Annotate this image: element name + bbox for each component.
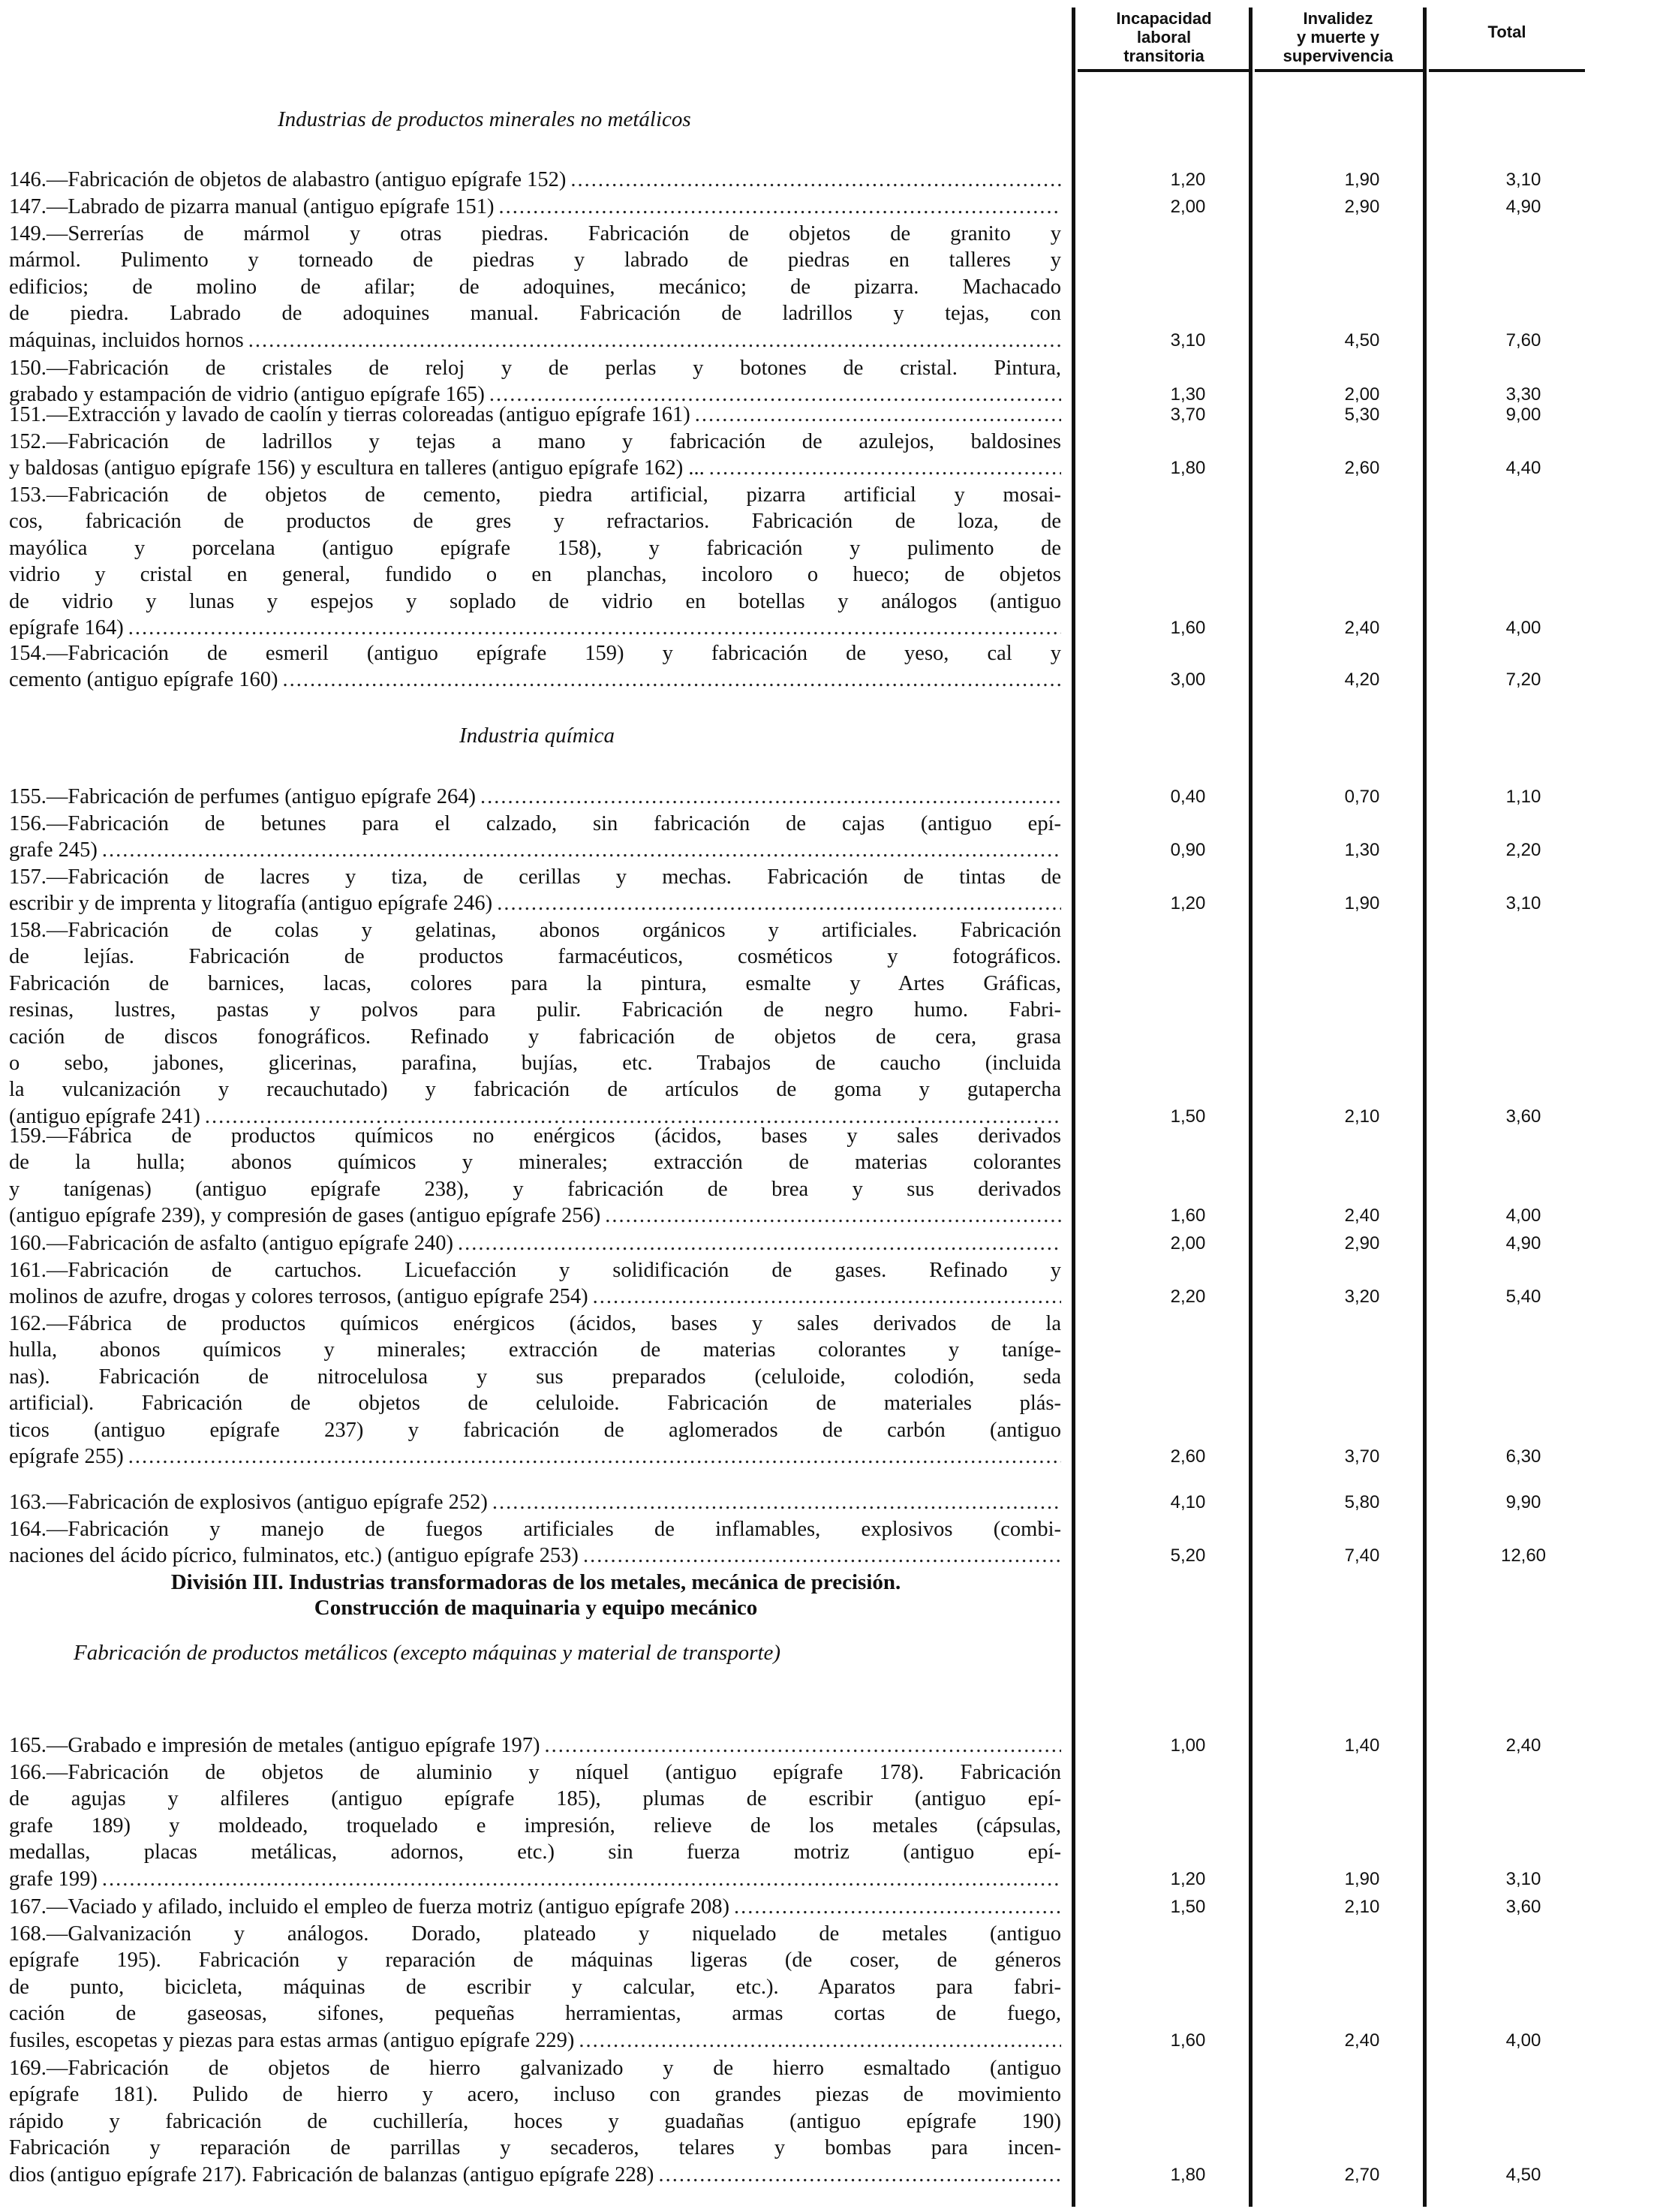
row-text: escribir y de imprenta y litografía (antiguo epígrafe 246): [9, 892, 493, 916]
row-last-line: [9, 455, 1061, 481]
row-last-line: [9, 167, 1061, 193]
row-code: 149.: [9, 222, 47, 245]
leader-dots: [579, 2027, 1061, 2054]
row-last-line: [9, 615, 1061, 641]
value-itl: 1,60: [1170, 1205, 1206, 1226]
row-last-line: [9, 2027, 1061, 2054]
row-text-line: cación de gaseosas, sifones, pequeñas herramientas, armas cortas de fuego,: [9, 2002, 1061, 2026]
value-total: 4,00: [1505, 618, 1541, 638]
row-text-line: de agujas y alfileres (antiguo epígrafe 185), plumas de escribir (antiguo epí-: [9, 1787, 1061, 1811]
value-ims: 1,90: [1344, 170, 1380, 190]
row-text-line: de vidrio y lunas y espejos y soplado de vidrio en botellas y análogos (antiguo: [9, 589, 1061, 613]
value-ims: 5,30: [1344, 405, 1380, 425]
table-row: [9, 1921, 1061, 2054]
value-ims: 2,00: [1344, 384, 1380, 405]
value-ims: 5,80: [1344, 1492, 1380, 1512]
value-ims: 3,20: [1344, 1287, 1380, 1308]
row-code: 161.: [9, 1259, 47, 1282]
value-itl: 2,00: [1170, 197, 1206, 217]
table-row: [9, 784, 1061, 810]
value-ims: 4,20: [1344, 670, 1380, 691]
value-ims: 1,90: [1344, 1868, 1380, 1889]
row-text-line: de punto, bicicleta, máquinas de escribir y calcular, etc.). Aparatos para fabri-: [9, 1975, 1061, 1999]
value-ims: 2,60: [1344, 458, 1380, 479]
table-row: [9, 194, 1061, 220]
value-itl: 1,50: [1170, 1897, 1206, 1917]
row-code: 168.: [9, 1922, 47, 1946]
leader-dots: [658, 2162, 1061, 2188]
table-row: [9, 402, 1061, 428]
row-text: —Vaciado y afilado, incluido el empleo de fuerza motriz (antiguo epígrafe 208): [46, 1895, 729, 1919]
row-text: naciones del ácido pícrico, fulminatos, etc.) (antiguo epígrafe 253): [9, 1544, 579, 1568]
leader-dots: [102, 1866, 1061, 1892]
row-last-line: [9, 327, 1061, 354]
row-last-line: [9, 667, 1061, 693]
row-text-line: cación de discos fonográficos. Refinado y fabricación de objetos de cera, grasa: [9, 1025, 1061, 1049]
table-row: [9, 429, 1061, 482]
value-itl: 2,00: [1170, 1233, 1206, 1253]
row-text-line: [9, 221, 1061, 247]
table-row: [9, 1257, 1061, 1311]
row-text-line: ticos (antiguo epígrafe 237) y fabricación de aglomerados de carbón (antiguo: [9, 1418, 1061, 1442]
leader-dots: [102, 837, 1061, 863]
value-total: 4,40: [1505, 458, 1541, 479]
table-row: [9, 640, 1061, 694]
row-text: —Fabricación de objetos de aluminio y níquel (antiguo epígrafe 178). Fabricación: [46, 1761, 1061, 1784]
leader-dots: [282, 667, 1061, 693]
row-text-line: edificios; de molino de afilar; de adoquines, mecánico; de pizarra. Machacado: [9, 275, 1061, 299]
header-rule: [1429, 69, 1585, 72]
row-last-line: [9, 1489, 1061, 1515]
row-code: 153.: [9, 483, 47, 507]
table-row: [9, 167, 1061, 193]
row-text: —Fabricación de esmeril (antiguo epígrafe 159) y fabricación de yeso, cal y: [46, 642, 1061, 665]
row-text: grabado y estampación de vidrio (antiguo epígrafe 165): [9, 383, 485, 407]
row-text: —Extracción y lavado de caolín y tierras coloreadas (antiguo epígrafe 161): [46, 403, 690, 426]
table-row: [9, 811, 1061, 864]
row-code: 159.: [9, 1124, 47, 1148]
row-text-line: de piedra. Labrado de adoquines manual. Fabricación de ladrillos y tejas, con: [9, 302, 1061, 326]
section-title: Fabricación de productos metálicos (excepto máquinas y material de transporte): [74, 1641, 781, 1665]
row-text-line: rápido y fabricación de cuchillería, hoces y guadañas (antiguo epígrafe 190): [9, 2109, 1061, 2133]
row-text-line: [9, 429, 1061, 455]
row-code: 146.: [9, 168, 47, 191]
row-text-line: [9, 1759, 1061, 1786]
value-total: 3,60: [1505, 1106, 1541, 1127]
leader-dots: [248, 327, 1061, 354]
row-text-line: [9, 1311, 1061, 1337]
row-code: 157.: [9, 865, 47, 889]
row-code: 167.: [9, 1895, 47, 1919]
leader-dots: [605, 1202, 1061, 1229]
row-last-line: [9, 1866, 1061, 1892]
row-code: 169.: [9, 2057, 47, 2080]
column-header-ims: Invalidez y muerte y supervivencia: [1283, 9, 1394, 65]
row-code: 156.: [9, 812, 47, 835]
value-itl: 5,20: [1170, 1545, 1206, 1566]
table-row: [9, 1516, 1061, 1569]
value-itl: 1,20: [1170, 170, 1206, 190]
row-last-line: [9, 402, 1061, 428]
row-text-line: artificial). Fabricación de objetos de celuloide. Fabricación de materiales plás-: [9, 1392, 1061, 1416]
section-title: Industrias de productos minerales no metálicos: [278, 107, 691, 131]
row-text-line: [9, 1921, 1061, 1947]
row-text-line: y tanígenas) (antiguo epígrafe 238), y fabricación de brea y sus derivados: [9, 1177, 1061, 1201]
value-itl: 0,90: [1170, 840, 1206, 861]
table-row: [9, 1311, 1061, 1470]
row-last-line: [9, 1202, 1061, 1229]
value-itl: 1,80: [1170, 458, 1206, 479]
table-row: [9, 1489, 1061, 1515]
division-title: División III. Industrias transformadoras de los metales, mecánica de precisión. Construcción de maquinaria y equipo mecánico: [170, 1570, 901, 1620]
row-code: 152.: [9, 430, 47, 453]
row-text-line: [9, 864, 1061, 890]
table-row: [9, 1230, 1061, 1256]
header-rule: [1078, 69, 1249, 72]
row-text-line: [9, 811, 1061, 837]
value-itl: 1,80: [1170, 2164, 1206, 2185]
row-text: —Fabricación de asfalto (antiguo epígrafe 240): [46, 1232, 453, 1255]
table-row: [9, 864, 1061, 917]
row-code: 155.: [9, 785, 47, 808]
value-itl: 1,20: [1170, 893, 1206, 914]
row-last-line: [9, 1230, 1061, 1256]
row-text-line: [9, 355, 1061, 381]
value-total: 2,20: [1505, 840, 1541, 861]
table-row: [9, 1123, 1061, 1229]
row-last-line: [9, 837, 1061, 863]
row-last-line: [9, 1894, 1061, 1920]
row-text: grafe 199): [9, 1867, 98, 1891]
value-ims: 2,10: [1344, 1106, 1380, 1127]
value-total: 4,00: [1505, 1205, 1541, 1226]
row-text: (antiguo epígrafe 239), y compresión de gases (antiguo epígrafe 256): [9, 1204, 601, 1228]
value-total: 3,10: [1505, 1868, 1541, 1889]
value-total: 4,90: [1505, 1233, 1541, 1253]
row-text: —Fábrica de productos químicos no enérgicos (ácidos, bases y sales derivados: [46, 1124, 1061, 1148]
row-text-line: grafe 189) y moldeado, troquelado e impresión, relieve de los metales (cápsulas,: [9, 1813, 1061, 1837]
value-total: 9,90: [1505, 1492, 1541, 1512]
row-text-line: hulla, abonos químicos y minerales; extracción de materias colorantes y taníge-: [9, 1338, 1061, 1362]
row-text-line: de la hulla; abonos químicos y minerales; extracción de materias colorantes: [9, 1151, 1061, 1175]
leader-dots: [583, 1542, 1061, 1569]
row-last-line: [9, 1732, 1061, 1759]
row-text-line: vidrio y cristal en general, fundido o en planchas, incoloro o hueco; de objetos: [9, 563, 1061, 587]
row-text-line: medallas, placas metálicas, adornos, etc.) sin fuerza motriz (antiguo epí-: [9, 1840, 1061, 1864]
column-rule: [1249, 8, 1253, 2207]
value-itl: 1,60: [1170, 2030, 1206, 2051]
value-total: 9,00: [1505, 405, 1541, 425]
row-code: 162.: [9, 1312, 47, 1335]
value-itl: 4,10: [1170, 1492, 1206, 1512]
value-ims: 2,40: [1344, 1205, 1380, 1226]
row-text-line: [9, 2055, 1061, 2081]
row-text: cemento (antiguo epígrafe 160): [9, 668, 278, 692]
row-last-line: [9, 1284, 1061, 1310]
value-total: 12,60: [1500, 1545, 1547, 1566]
row-text: grafe 245): [9, 838, 98, 862]
row-text: —Galvanización y análogos. Dorado, plateado y niquelado de metales (antiguo: [46, 1922, 1061, 1946]
value-itl: 2,20: [1170, 1287, 1206, 1308]
row-text: —Fabricación de objetos de alabastro (antiguo epígrafe 152): [46, 168, 567, 191]
leader-dots: [128, 1443, 1061, 1470]
table-row: [9, 355, 1061, 408]
row-text: —Fabricación de cartuchos. Licuefacción y solidificación de gases. Refinado y: [46, 1259, 1061, 1282]
leader-dots: [734, 1894, 1061, 1920]
column-header-itl: Incapacidad laboral transitoria: [1116, 9, 1212, 65]
row-text: epígrafe 164): [9, 616, 124, 640]
value-total: 3,10: [1505, 893, 1541, 914]
value-total: 4,00: [1505, 2030, 1541, 2051]
row-text-line: [9, 917, 1061, 943]
value-itl: 1,20: [1170, 1868, 1206, 1889]
row-text: —Fabricación de perfumes (antiguo epígrafe 264): [46, 785, 477, 808]
row-text: y baldosas (antiguo epígrafe 156) y escultura en talleres (antiguo epígrafe 162) ...: [9, 456, 705, 480]
value-ims: 1,90: [1344, 893, 1380, 914]
leader-dots: [458, 1230, 1061, 1256]
value-itl: 1,60: [1170, 618, 1206, 638]
leader-dots: [497, 890, 1061, 916]
value-ims: 2,90: [1344, 197, 1380, 217]
leader-dots: [709, 455, 1061, 481]
value-ims: 2,70: [1344, 2164, 1380, 2185]
row-text: —Fabricación de objetos de hierro galvanizado y de hierro esmaltado (antiguo: [46, 2057, 1061, 2080]
table-row: [9, 917, 1061, 1130]
value-itl: 3,70: [1170, 405, 1206, 425]
row-text: —Serrerías de mármol y otras piedras. Fabricación de objetos de granito y: [46, 222, 1061, 245]
row-text-line: [9, 1516, 1061, 1542]
row-code: 150.: [9, 357, 47, 380]
row-text: —Fabricación de explosivos (antiguo epígrafe 252): [46, 1491, 488, 1514]
value-ims: 4,50: [1344, 330, 1380, 351]
value-itl: 2,60: [1170, 1446, 1206, 1467]
row-text-line: [9, 640, 1061, 667]
row-text: —Fabricación de cristales de reloj y de perlas y botones de cristal. Pintura,: [46, 357, 1061, 380]
value-itl: 0,40: [1170, 787, 1206, 807]
row-code: 160.: [9, 1232, 47, 1255]
row-text-line: Fabricación y reparación de parrillas y secaderos, telares y bombas para incen-: [9, 2136, 1061, 2160]
value-ims: 7,40: [1344, 1545, 1380, 1566]
value-itl: 1,50: [1170, 1106, 1206, 1127]
row-text-line: la vulcanización y recauchutado) y fabricación de artículos de goma y gutapercha: [9, 1078, 1061, 1102]
column-rule: [1072, 8, 1075, 2207]
row-text-line: [9, 1257, 1061, 1284]
leader-dots: [499, 194, 1061, 220]
row-code: 151.: [9, 403, 47, 426]
value-total: 4,90: [1505, 197, 1541, 217]
leader-dots: [480, 784, 1061, 810]
row-text: molinos de azufre, drogas y colores terrosos, (antiguo epígrafe 254): [9, 1285, 588, 1309]
table-row: [9, 1732, 1061, 1759]
value-total: 7,60: [1505, 330, 1541, 351]
value-total: 3,30: [1505, 384, 1541, 405]
row-code: 164.: [9, 1518, 47, 1541]
value-ims: 2,40: [1344, 618, 1380, 638]
leader-dots: [128, 615, 1061, 641]
value-total: 4,50: [1505, 2164, 1541, 2185]
row-text: —Fabricación de objetos de cemento, piedra artificial, pizarra artificial y mosai-: [46, 483, 1061, 507]
value-itl: 3,00: [1170, 670, 1206, 691]
section-title: Industria química: [459, 724, 615, 748]
row-text: fusiles, escopetas y piezas para estas armas (antiguo epígrafe 229): [9, 2028, 575, 2052]
leader-dots: [492, 1489, 1061, 1515]
value-ims: 2,90: [1344, 1233, 1380, 1253]
value-total: 1,10: [1505, 787, 1541, 807]
row-last-line: [9, 1443, 1061, 1470]
row-text: (antiguo epígrafe 241): [9, 1104, 200, 1128]
value-total: 2,40: [1505, 1735, 1541, 1756]
leader-dots: [545, 1732, 1061, 1759]
table-row: [9, 221, 1061, 354]
table-row: [9, 2055, 1061, 2188]
row-last-line: [9, 890, 1061, 916]
value-itl: 1,30: [1170, 384, 1206, 405]
row-code: 158.: [9, 919, 47, 942]
row-text: —Fabricación y manejo de fuegos artificiales de inflamables, explosivos (combi-: [46, 1518, 1061, 1541]
value-total: 3,60: [1505, 1897, 1541, 1917]
value-total: 6,30: [1505, 1446, 1541, 1467]
header-rule: [1255, 69, 1423, 72]
row-text: —Fabricación de ladrillos y tejas a mano y fabricación de azulejos, baldosines: [46, 430, 1061, 453]
row-text: —Labrado de pizarra manual (antiguo epígrafe 151): [46, 195, 495, 218]
value-total: 7,20: [1505, 670, 1541, 691]
row-text: máquinas, incluidos hornos: [9, 328, 244, 352]
column-rule: [1423, 8, 1427, 2207]
row-text-line: [9, 1123, 1061, 1149]
value-total: 3,10: [1505, 170, 1541, 190]
row-text-line: de lejías. Fabricación de productos farmacéuticos, cosméticos y fotográficos.: [9, 945, 1061, 969]
row-code: 165.: [9, 1734, 47, 1757]
row-last-line: [9, 2162, 1061, 2188]
row-text: —Fabricación de betunes para el calzado, sin fabricación de cajas (antiguo epí-: [46, 812, 1061, 835]
row-text-line: [9, 482, 1061, 508]
row-text-line: resinas, lustres, pastas y polvos para pulir. Fabricación de negro humo. Fabri-: [9, 998, 1061, 1022]
value-total: 5,40: [1505, 1287, 1541, 1308]
row-text-line: o sebo, jabones, glicerinas, parafina, bujías, etc. Trabajos de caucho (incluida: [9, 1052, 1061, 1076]
table-row: [9, 1894, 1061, 1920]
row-text: epígrafe 255): [9, 1445, 124, 1469]
row-text-line: epígrafe 195). Fabricación y reparación de máquinas ligeras (de coser, de géneros: [9, 1949, 1061, 1973]
row-text: —Fabricación de lacres y tiza, de cerillas y mechas. Fabricación de tintas de: [46, 865, 1061, 889]
leader-dots: [593, 1284, 1061, 1310]
leader-dots: [695, 402, 1061, 428]
table-row: [9, 1759, 1061, 1892]
row-text-line: Fabricación de barnices, lacas, colores para la pintura, esmalte y Artes Gráficas,: [9, 971, 1061, 995]
row-code: 147.: [9, 195, 47, 218]
value-ims: 0,70: [1344, 787, 1380, 807]
value-ims: 3,70: [1344, 1446, 1380, 1467]
row-last-line: [9, 784, 1061, 810]
row-text: —Grabado e impresión de metales (antiguo epígrafe 197): [46, 1734, 540, 1757]
leader-dots: [570, 167, 1061, 193]
row-text-line: mármol. Pulimento y torneado de piedras y labrado de piedras en talleres y: [9, 248, 1061, 272]
row-last-line: [9, 194, 1061, 220]
row-text-line: mayólica y porcelana (antiguo epígrafe 158), y fabricación y pulimento de: [9, 536, 1061, 560]
value-ims: 2,10: [1344, 1897, 1380, 1917]
value-itl: 3,10: [1170, 330, 1206, 351]
row-last-line: [9, 1542, 1061, 1569]
table-row: [9, 482, 1061, 641]
value-ims: 1,30: [1344, 840, 1380, 861]
row-code: 163.: [9, 1491, 47, 1514]
row-text: —Fabricación de colas y gelatinas, abonos orgánicos y artificiales. Fabricación: [46, 919, 1061, 942]
row-text: dios (antiguo epígrafe 217). Fabricación de balanzas (antiguo epígrafe 228): [9, 2162, 654, 2186]
row-text-line: epígrafe 181). Pulido de hierro y acero, incluso con grandes piezas de movimiento: [9, 2083, 1061, 2107]
row-code: 154.: [9, 642, 47, 665]
row-text: —Fábrica de productos químicos enérgicos (ácidos, bases y sales derivados de la: [46, 1312, 1061, 1335]
row-text-line: nas). Fabricación de nitrocelulosa y sus preparados (celuloide, colodión, seda: [9, 1365, 1061, 1389]
row-text-line: cos, fabricación de productos de gres y refractarios. Fabricación de loza, de: [9, 510, 1061, 534]
value-itl: 1,00: [1170, 1735, 1206, 1756]
value-ims: 2,40: [1344, 2030, 1380, 2051]
value-ims: 1,40: [1344, 1735, 1380, 1756]
row-code: 166.: [9, 1761, 47, 1784]
column-header-total: Total: [1487, 23, 1526, 41]
